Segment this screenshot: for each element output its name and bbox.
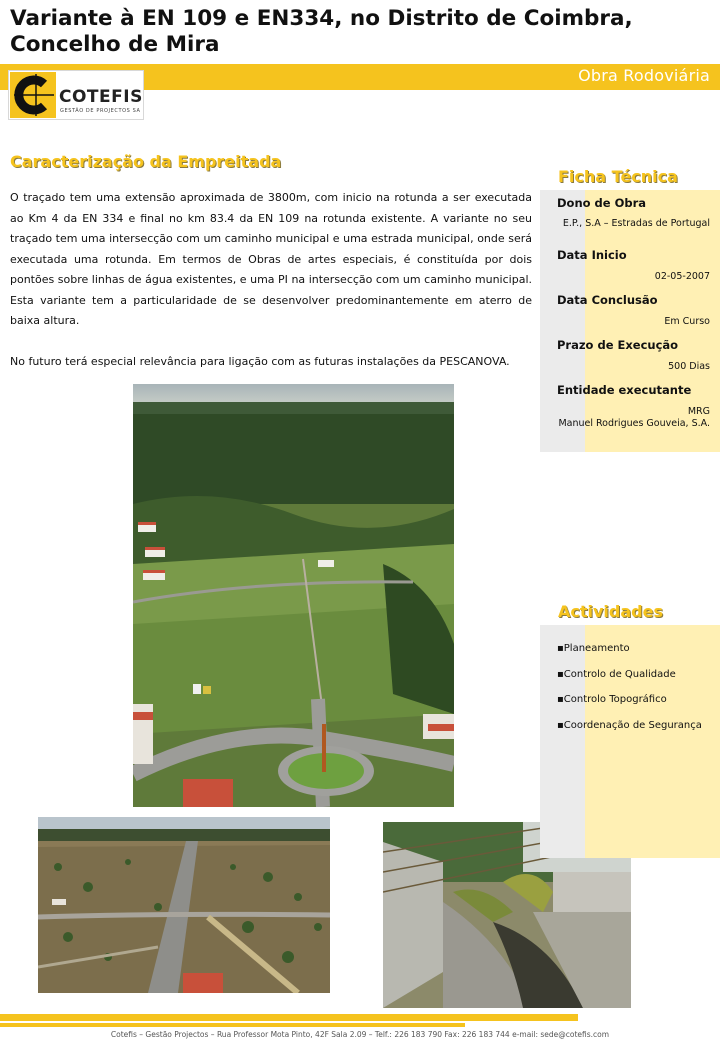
footer-divider [0,1014,578,1021]
data-inicio-label: Data Inicio [557,248,627,262]
data-inicio-value: 02-05-2007 [654,271,710,282]
logo-tagline: GESTÃO DE PROJECTOS SA [60,108,141,114]
actividades-panel [540,625,720,858]
photo-road-aerial [38,817,330,993]
photo-roundabout-aerial [133,384,454,807]
description-text [10,188,532,372]
data-conclusao-label: Data Conclusão [557,293,658,307]
category-label: Obra Rodoviária [578,66,710,85]
logo-name: COTEFIS [59,87,143,107]
page-title: Variante à EN 109 e EN334, no Distrito de Coimbra, Concelho de Mira [10,6,633,57]
section-heading-actividades: Actividades [558,602,663,621]
section-heading-ficha-tecnica: Ficha Técnica [558,167,678,186]
footer-contact: Cotefis – Gestão Projectos – Rua Professor Mota Pinto, 42F Sala 2.09 – Telf.: 226 183 790 Fax: 226 183 744 e-mail: sede@cotefis.com [110,1030,610,1039]
description-paragraph: O traçado tem uma extensão aproximada de 3800m, com inicio na rotunda a ser executada ao Km 4 da EN 334 e final no km 83.4 da EN 109 na rotunda existente. A variante no seu traçado tem uma intersecção com um caminho municipal e uma estrada municipal, onde será executada uma rotunda. Em termos de Obras de artes especiais, é constituída por dois pontões sobre linhas de água existentes, e uma PI na intersecção com um caminho municipal. Esta variante tem a particularidade de se desenvolver predominantemente em aterro de baixa altura. [10,191,532,327]
data-conclusao-value: Em Curso [664,316,710,327]
dono-obra-value: E.P., S.A – Estradas de Portugal [562,218,710,229]
entidade-executante-line2: Manuel Rodrigues Gouveia, S.A. [558,418,710,429]
ficha-tecnica-panel [540,190,720,452]
company-logo [8,70,144,120]
actividades-list [557,643,702,745]
list-item: ▪Controlo Topográfico [557,694,667,705]
entidade-executante-line1: MRG [687,406,710,417]
list-item: ▪Controlo de Qualidade [557,668,676,680]
prazo-execucao-value: 500 Dias [668,361,710,372]
entidade-executante-label: Entidade executante [557,383,692,397]
logo-c-icon [10,72,56,118]
dono-obra-label: Dono de Obra [557,196,647,210]
description-paragraph: No futuro terá especial relevância para ligação com as futuras instalações da PESCANOVA. [10,354,510,368]
list-item: ▪Planeamento [557,643,630,654]
prazo-execucao-label: Prazo de Execução [557,338,679,352]
list-item: ▪Coordenação de Segurança [557,719,702,731]
section-heading-caracterizacao: Caracterização da Empreitada [10,152,282,171]
footer-divider [0,1023,465,1027]
